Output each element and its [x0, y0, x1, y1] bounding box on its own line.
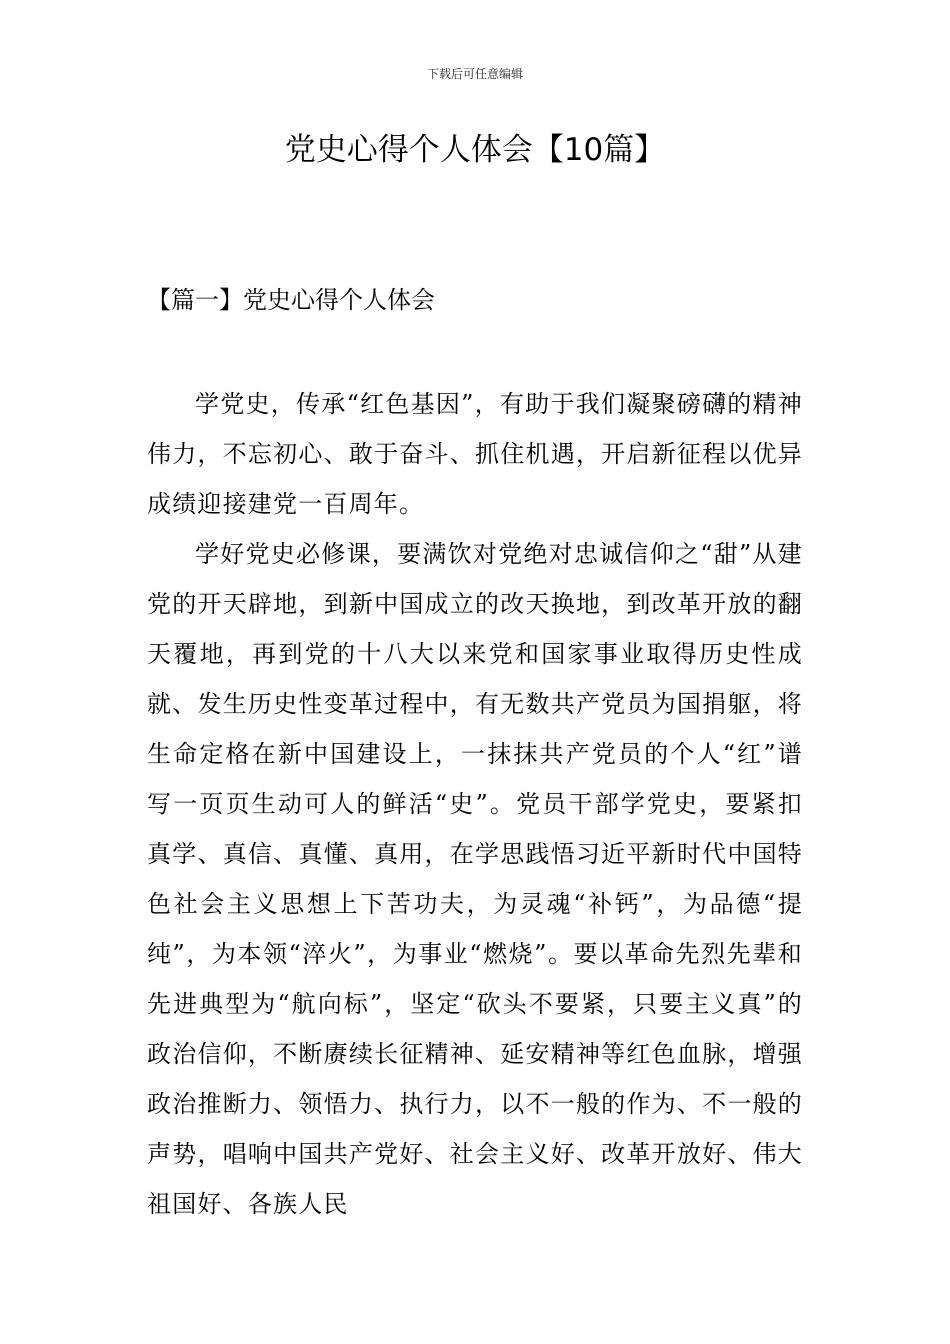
section-heading: 【篇一】党史心得个人体会: [147, 286, 435, 314]
document-title: 党史心得个人体会【10篇】: [284, 132, 666, 168]
body-text: [147, 379, 803, 1229]
header-note: 下载后可任意编辑: [426, 67, 523, 81]
paragraph-1: 学党史，传承“红色基因”，有助于我们凝聚磅礴的精神伟力，不忘初心、敢于奋斗、抓住机遇，开启新征程以优异成绩迎接建党一百周年。: [147, 390, 803, 518]
paragraph-2: 学好党史必修课，要满饮对党绝对忠诚信仰之“甜”从建党的开天辟地，到新中国成立的改天换地，到改革开放的翻天覆地，再到党的十八大以来党和国家事业取得历史性成就、发生历史性变革过程中，有无数共产党员为国捐躯，将生命定格在新中国建设上，一抹抹共产党员的个人“红”谱写一页页生动可人的鲜活“史”。党员干部学党史，要紧扣真学、真信、真懂、真用，在学思践悟习近平新时代中国特色社会主义思想上下苦功夫，为灵魂“补钙”，为品德“提纯”，为本领“淬火”，为事业“燃烧”。要以革命先烈先辈和先进典型为“航向标”，坚定“砍头不要紧，只要主义真”的政治信仰，不断赓续长征精神、延安精神等红色血脉，增强政治推断力、领悟力、执行力，以不一般的作为、不一般的声势，唱响中国共产党好、社会主义好、改革开放好、伟大祖国好、各族人民: [147, 540, 803, 1218]
